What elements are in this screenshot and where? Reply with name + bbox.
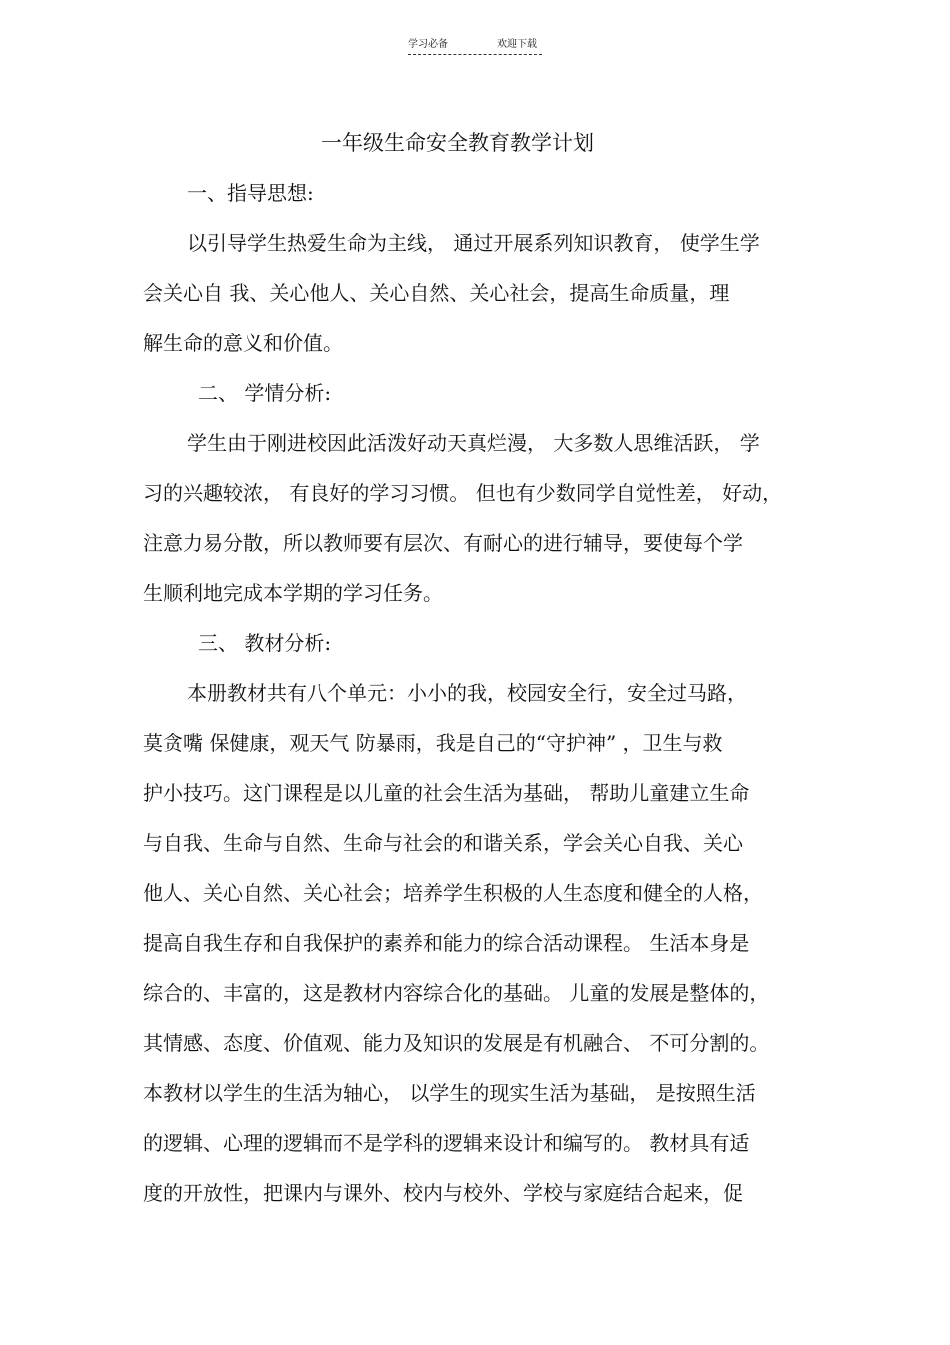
paragraph-line: 其情感、态度、价值观、能力及知识的发展是有机融合、 不可分割的。 [143,1031,770,1055]
paragraph-line: 度的开放性，把课内与课外、校内与校外、学校与家庭结合起来，促 [143,1181,743,1205]
section-heading-2: 二、 学情分析: [198,381,332,405]
paragraph-line: 本教材以学生的生活为轴心， 以学生的现实生活为基础， 是按照生活 [143,1081,756,1105]
page-header [0,38,950,58]
header-rule [408,54,542,55]
paragraph-line: 提高自我生存和自我保护的素养和能力的综合活动课程。 生活本身是 [143,931,750,955]
paragraph-line: 注意力易分散，所以教师要有层次、有耐心的进行辅导，要使每个学 [143,531,743,555]
paragraph-line: 他人、关心自然、关心社会；培养学生积极的人生态度和健全的人格， [143,881,763,905]
paragraph-line: 护小技巧。这门课程是以儿童的社会生活为基础， 帮助儿童建立生命 [143,781,750,805]
paragraph-line: 综合的、丰富的，这是教材内容综合化的基础。 儿童的发展是整体的， [143,981,770,1005]
document-title: 一年级生命安全教育教学计划 [321,131,594,155]
paragraph-line: 以引导学生热爱生命为主线， 通过开展系列知识教育， 使学生学 [187,231,760,255]
header-right-text: 欢迎下载 [497,39,537,50]
paragraph-line: 莫贪嘴 保健康，观天气 防暴雨，我是自己的“守护神” ，卫生与救 [143,731,723,755]
paragraph-line: 解生命的意义和价值。 [143,331,343,355]
paragraph-line: 会关心自 我、关心他人、关心自然、关心社会，提高生命质量，理 [143,281,730,305]
paragraph-line: 与自我、生命与自然、生命与社会的和谐关系，学会关心自我、关心 [143,831,743,855]
paragraph-line: 习的兴趣较浓， 有良好的学习习惯。 但也有少数同学自觉性差， 好动， [143,481,783,505]
paragraph-line: 生顺利地完成本学期的学习任务。 [143,581,443,605]
section-heading-1: 一、指导思想: [187,181,314,205]
paragraph-line: 的逻辑、心理的逻辑而不是学科的逻辑来设计和编写的。 教材具有适 [143,1131,750,1155]
paragraph-line: 学生由于刚进校因此活泼好动天真烂漫， 大多数人思维活跃， 学 [187,431,760,455]
section-heading-3: 三、 教材分析: [198,631,332,655]
paragraph-line: 本册教材共有八个单元：小小的我，校园安全行，安全过马路， [187,681,747,705]
header-left-text: 学习必备 [408,39,448,50]
